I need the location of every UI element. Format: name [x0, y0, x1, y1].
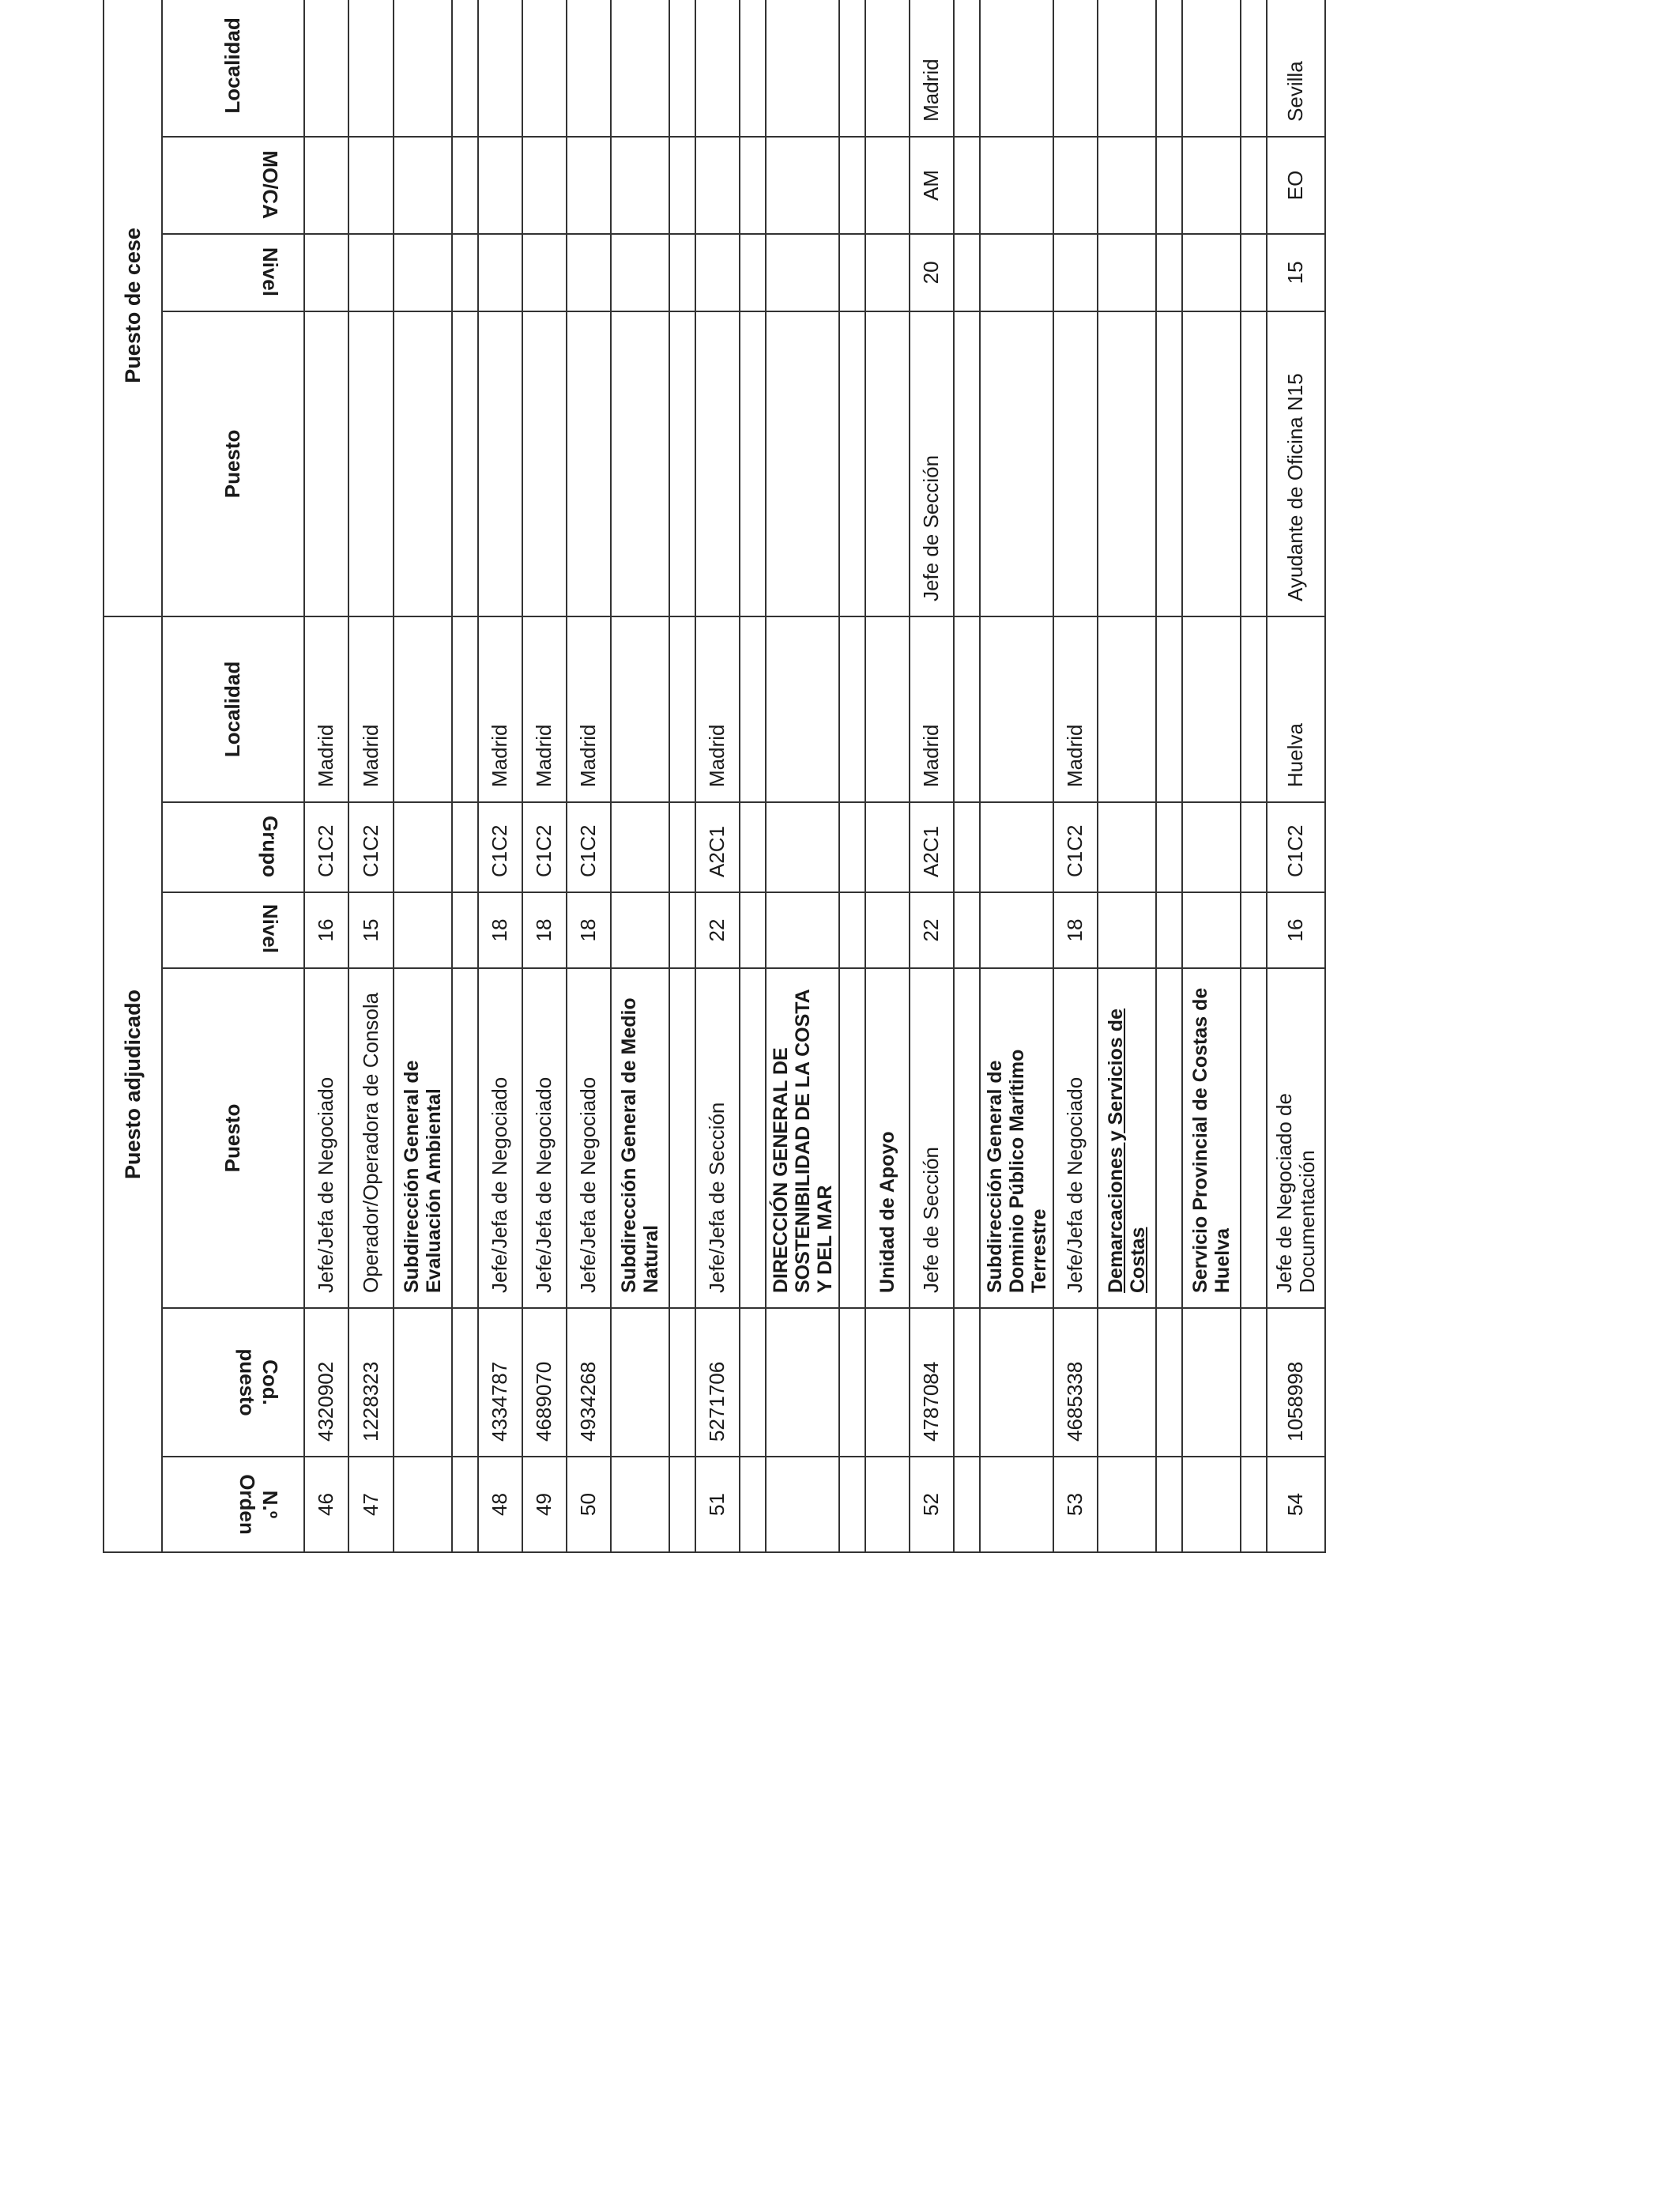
- cese-localidad-cell: [304, 0, 348, 137]
- grupo-cell: C1C2: [522, 802, 567, 892]
- nivel-cell: 16: [304, 892, 348, 968]
- moca-cell: [567, 137, 611, 234]
- section-title: DIRECCIÓN GENERAL DE SOSTENIBILIDAD DE LA COSTA Y DEL MAR: [766, 968, 839, 1308]
- grupo-cell: C1C2: [1267, 802, 1325, 892]
- spacer-row: [839, 0, 865, 1552]
- orden-cell: 53: [1053, 1457, 1098, 1552]
- localidad-cell: Huelva: [1267, 616, 1325, 802]
- spacer-row: [1156, 0, 1182, 1552]
- cod-cell: 4685338: [1053, 1308, 1098, 1457]
- col-cese-puesto-header: Puesto: [162, 311, 304, 616]
- col-nivel-header: Nivel: [162, 892, 304, 968]
- puesto-cell: Jefe de Sección: [910, 968, 954, 1308]
- col-orden-header: N.º Orden: [162, 1457, 304, 1552]
- group-puesto-cese: Puesto de cese: [104, 0, 162, 616]
- col-cese-nivel-header: Nivel: [162, 234, 304, 311]
- column-header-row: [162, 0, 304, 1552]
- orden-cell: 48: [478, 1457, 522, 1552]
- nivel-cell: 18: [567, 892, 611, 968]
- group-header-row: [104, 0, 162, 1552]
- section-row: [611, 0, 669, 1552]
- moca-cell: [522, 137, 567, 234]
- section-title: Unidad de Apoyo: [865, 968, 910, 1308]
- table-row: [304, 0, 348, 1552]
- cese-nivel-cell: [478, 234, 522, 311]
- table-row: [522, 0, 567, 1552]
- cese-localidad-cell: [478, 0, 522, 137]
- moca-cell: [304, 137, 348, 234]
- col-puesto-header: Puesto: [162, 968, 304, 1308]
- puesto-cell: Operador/Operadora de Consola: [348, 968, 394, 1308]
- cese-localidad-cell: [567, 0, 611, 137]
- cese-nivel-cell: [1053, 234, 1098, 311]
- nivel-cell: 22: [695, 892, 740, 968]
- col-moca-header: MO/CA: [162, 137, 304, 234]
- nivel-cell: 18: [522, 892, 567, 968]
- cese-puesto-cell: [304, 311, 348, 616]
- spacer-row: [740, 0, 766, 1552]
- puesto-cell: Jefe de Negociado de Documentación: [1267, 968, 1325, 1308]
- cese-nivel-cell: [304, 234, 348, 311]
- table-row: [910, 0, 954, 1552]
- col-cod-header: Cod. puesto: [162, 1308, 304, 1457]
- cese-puesto-cell: [1053, 311, 1098, 616]
- nivel-cell: 16: [1267, 892, 1325, 968]
- moca-cell: [478, 137, 522, 234]
- localidad-cell: Madrid: [304, 616, 348, 802]
- moca-cell: [1053, 137, 1098, 234]
- table-row: [567, 0, 611, 1552]
- cese-puesto-cell: [478, 311, 522, 616]
- cese-puesto-cell: Ayudante de Oficina N15: [1267, 311, 1325, 616]
- grupo-cell: C1C2: [348, 802, 394, 892]
- localidad-cell: Madrid: [348, 616, 394, 802]
- grupo-cell: C1C2: [478, 802, 522, 892]
- cod-cell: 5271706: [695, 1308, 740, 1457]
- moca-cell: EO: [1267, 137, 1325, 234]
- localidad-cell: Madrid: [695, 616, 740, 802]
- cese-nivel-cell: [567, 234, 611, 311]
- spacer-row: [1241, 0, 1267, 1552]
- localidad-cell: Madrid: [1053, 616, 1098, 802]
- col-cese-localidad-header: Localidad: [162, 0, 304, 137]
- nivel-cell: 18: [1053, 892, 1098, 968]
- grupo-cell: C1C2: [567, 802, 611, 892]
- cese-localidad-cell: [522, 0, 567, 137]
- cese-nivel-cell: [348, 234, 394, 311]
- localidad-cell: Madrid: [478, 616, 522, 802]
- cese-puesto-cell: [695, 311, 740, 616]
- orden-cell: 46: [304, 1457, 348, 1552]
- rotated-page: [103, 0, 1545, 1553]
- cese-puesto-cell: [348, 311, 394, 616]
- col-grupo-header: Grupo: [162, 802, 304, 892]
- section-title: Subdirección General de Medio Natural: [611, 968, 669, 1308]
- localidad-cell: Madrid: [522, 616, 567, 802]
- section-row: [1182, 0, 1241, 1552]
- adjudicaciones-table: [103, 0, 1326, 1553]
- spacer-row: [954, 0, 980, 1552]
- grupo-cell: C1C2: [1053, 802, 1098, 892]
- group-puesto-adjudicado: Puesto adjudicado: [104, 616, 162, 1552]
- localidad-cell: Madrid: [567, 616, 611, 802]
- orden-cell: 47: [348, 1457, 394, 1552]
- section-row: [1098, 0, 1156, 1552]
- cod-cell: 4689070: [522, 1308, 567, 1457]
- puesto-cell: Jefe/Jefa de Sección: [695, 968, 740, 1308]
- puesto-cell: Jefe/Jefa de Negociado: [478, 968, 522, 1308]
- orden-cell: 51: [695, 1457, 740, 1552]
- moca-cell: AM: [910, 137, 954, 234]
- cod-cell: 4320902: [304, 1308, 348, 1457]
- cod-cell: 1058998: [1267, 1308, 1325, 1457]
- section-title: Demarcaciones y Servicios de Costas: [1098, 968, 1156, 1308]
- cod-cell: 4334787: [478, 1308, 522, 1457]
- moca-cell: [695, 137, 740, 234]
- puesto-cell: Jefe/Jefa de Negociado: [522, 968, 567, 1308]
- orden-cell: 50: [567, 1457, 611, 1552]
- nivel-cell: 18: [478, 892, 522, 968]
- cese-nivel-cell: 20: [910, 234, 954, 311]
- spacer-row: [452, 0, 478, 1552]
- table-row: [348, 0, 394, 1552]
- orden-cell: 49: [522, 1457, 567, 1552]
- puesto-cell: Jefe/Jefa de Negociado: [567, 968, 611, 1308]
- cod-cell: 1228323: [348, 1308, 394, 1457]
- table-row: [1053, 0, 1098, 1552]
- cese-nivel-cell: [522, 234, 567, 311]
- section-title: Servicio Provincial de Costas de Huelva: [1182, 968, 1241, 1308]
- cese-puesto-cell: Jefe de Sección: [910, 311, 954, 616]
- puesto-cell: Jefe/Jefa de Negociado: [304, 968, 348, 1308]
- section-row: [980, 0, 1053, 1552]
- cese-nivel-cell: 15: [1267, 234, 1325, 311]
- nivel-cell: 15: [348, 892, 394, 968]
- cese-localidad-cell: [695, 0, 740, 137]
- orden-cell: 54: [1267, 1457, 1325, 1552]
- cese-puesto-cell: [567, 311, 611, 616]
- cese-localidad-cell: [1053, 0, 1098, 137]
- localidad-cell: Madrid: [910, 616, 954, 802]
- cese-localidad-cell: Sevilla: [1267, 0, 1325, 137]
- nivel-cell: 22: [910, 892, 954, 968]
- cese-nivel-cell: [695, 234, 740, 311]
- cese-localidad-cell: Madrid: [910, 0, 954, 137]
- section-title: Subdirección General de Evaluación Ambiental: [394, 968, 452, 1308]
- grupo-cell: C1C2: [304, 802, 348, 892]
- grupo-cell: A2C1: [910, 802, 954, 892]
- puesto-cell: Jefe/Jefa de Negociado: [1053, 968, 1098, 1308]
- col-localidad-header: Localidad: [162, 616, 304, 802]
- spacer-row: [669, 0, 695, 1552]
- table-row: [1267, 0, 1325, 1552]
- cod-cell: 4787084: [910, 1308, 954, 1457]
- cese-puesto-cell: [522, 311, 567, 616]
- table-row: [478, 0, 522, 1552]
- section-row: [865, 0, 910, 1552]
- orden-cell: 52: [910, 1457, 954, 1552]
- section-title: Subdirección General de Dominio Público Marítimo Terrestre: [980, 968, 1053, 1308]
- table-row: [695, 0, 740, 1552]
- moca-cell: [348, 137, 394, 234]
- grupo-cell: A2C1: [695, 802, 740, 892]
- section-row: [394, 0, 452, 1552]
- cod-cell: 4934268: [567, 1308, 611, 1457]
- section-row: [766, 0, 839, 1552]
- cese-localidad-cell: [348, 0, 394, 137]
